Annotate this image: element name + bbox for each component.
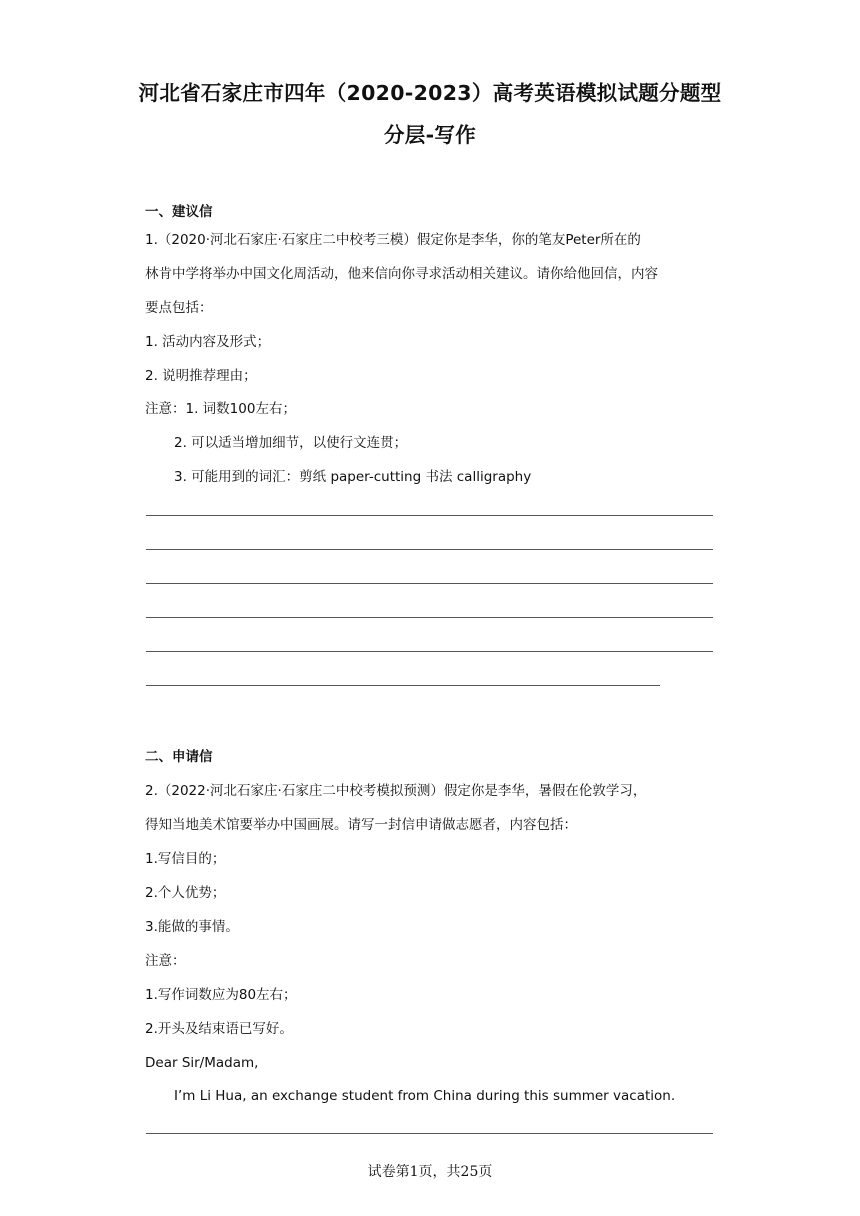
answer-line — [146, 549, 713, 550]
question-2-point: 3.能做的事情。 — [145, 919, 239, 935]
answer-line — [146, 617, 713, 618]
answer-line — [146, 651, 713, 652]
question-2-prompt-line: 得知当地美术馆要举办中国画展。请写一封信申请做志愿者，内容包括： — [145, 817, 577, 833]
question-1-note: 2. 可以适当增加细节，以使行文连贯； — [174, 435, 408, 451]
letter-salutation: Dear Sir/Madam, — [145, 1055, 259, 1071]
question-2-prompt-line: 2.（2022·河北石家庄·石家庄二中校考模拟预测）假定你是李华，暑假在伦敦学习， — [145, 783, 647, 799]
answer-line — [146, 685, 660, 686]
question-2-note-label: 注意： — [145, 953, 186, 969]
question-1-prompt-line: 要点包括： — [145, 300, 213, 316]
question-1-prompt-line: 1.（2020·河北石家庄·石家庄二中校考三模）假定你是李华，你的笔友Peter所在的 — [145, 232, 641, 248]
letter-opening: I’m Li Hua, an exchange student from China during this summer vacation. — [174, 1088, 676, 1104]
question-2-note: 2.开头及结束语已写好。 — [145, 1021, 293, 1037]
question-1-point: 2. 说明推荐理由； — [145, 368, 257, 384]
page-title: 河北省石家庄市四年（2020-2023）高考英语模拟试题分题型 — [138, 81, 722, 105]
question-2-point: 1.写信目的； — [145, 851, 226, 867]
question-1-prompt-line: 林肯中学将举办中国文化周活动，他来信向你寻求活动相关建议。请你给他回信，内容 — [145, 266, 658, 282]
page-subtitle: 分层-写作 — [383, 123, 476, 147]
section-heading-suggestion-letter: 一、建议信 — [145, 204, 213, 220]
answer-line — [146, 1133, 713, 1134]
answer-line — [146, 515, 713, 516]
question-2-note: 1.写作词数应为80左右； — [145, 987, 297, 1003]
answer-line — [146, 583, 713, 584]
section-heading-application-letter: 二、申请信 — [145, 749, 213, 765]
question-1-note: 注意：1. 词数100左右； — [145, 401, 296, 417]
page-footer: 试卷第1页，共25页 — [367, 1164, 493, 1180]
question-2-point: 2.个人优势； — [145, 885, 226, 901]
question-1-note: 3. 可能用到的词汇：剪纸 paper-cutting 书法 calligraphy — [174, 469, 532, 485]
question-1-point: 1. 活动内容及形式； — [145, 334, 271, 350]
